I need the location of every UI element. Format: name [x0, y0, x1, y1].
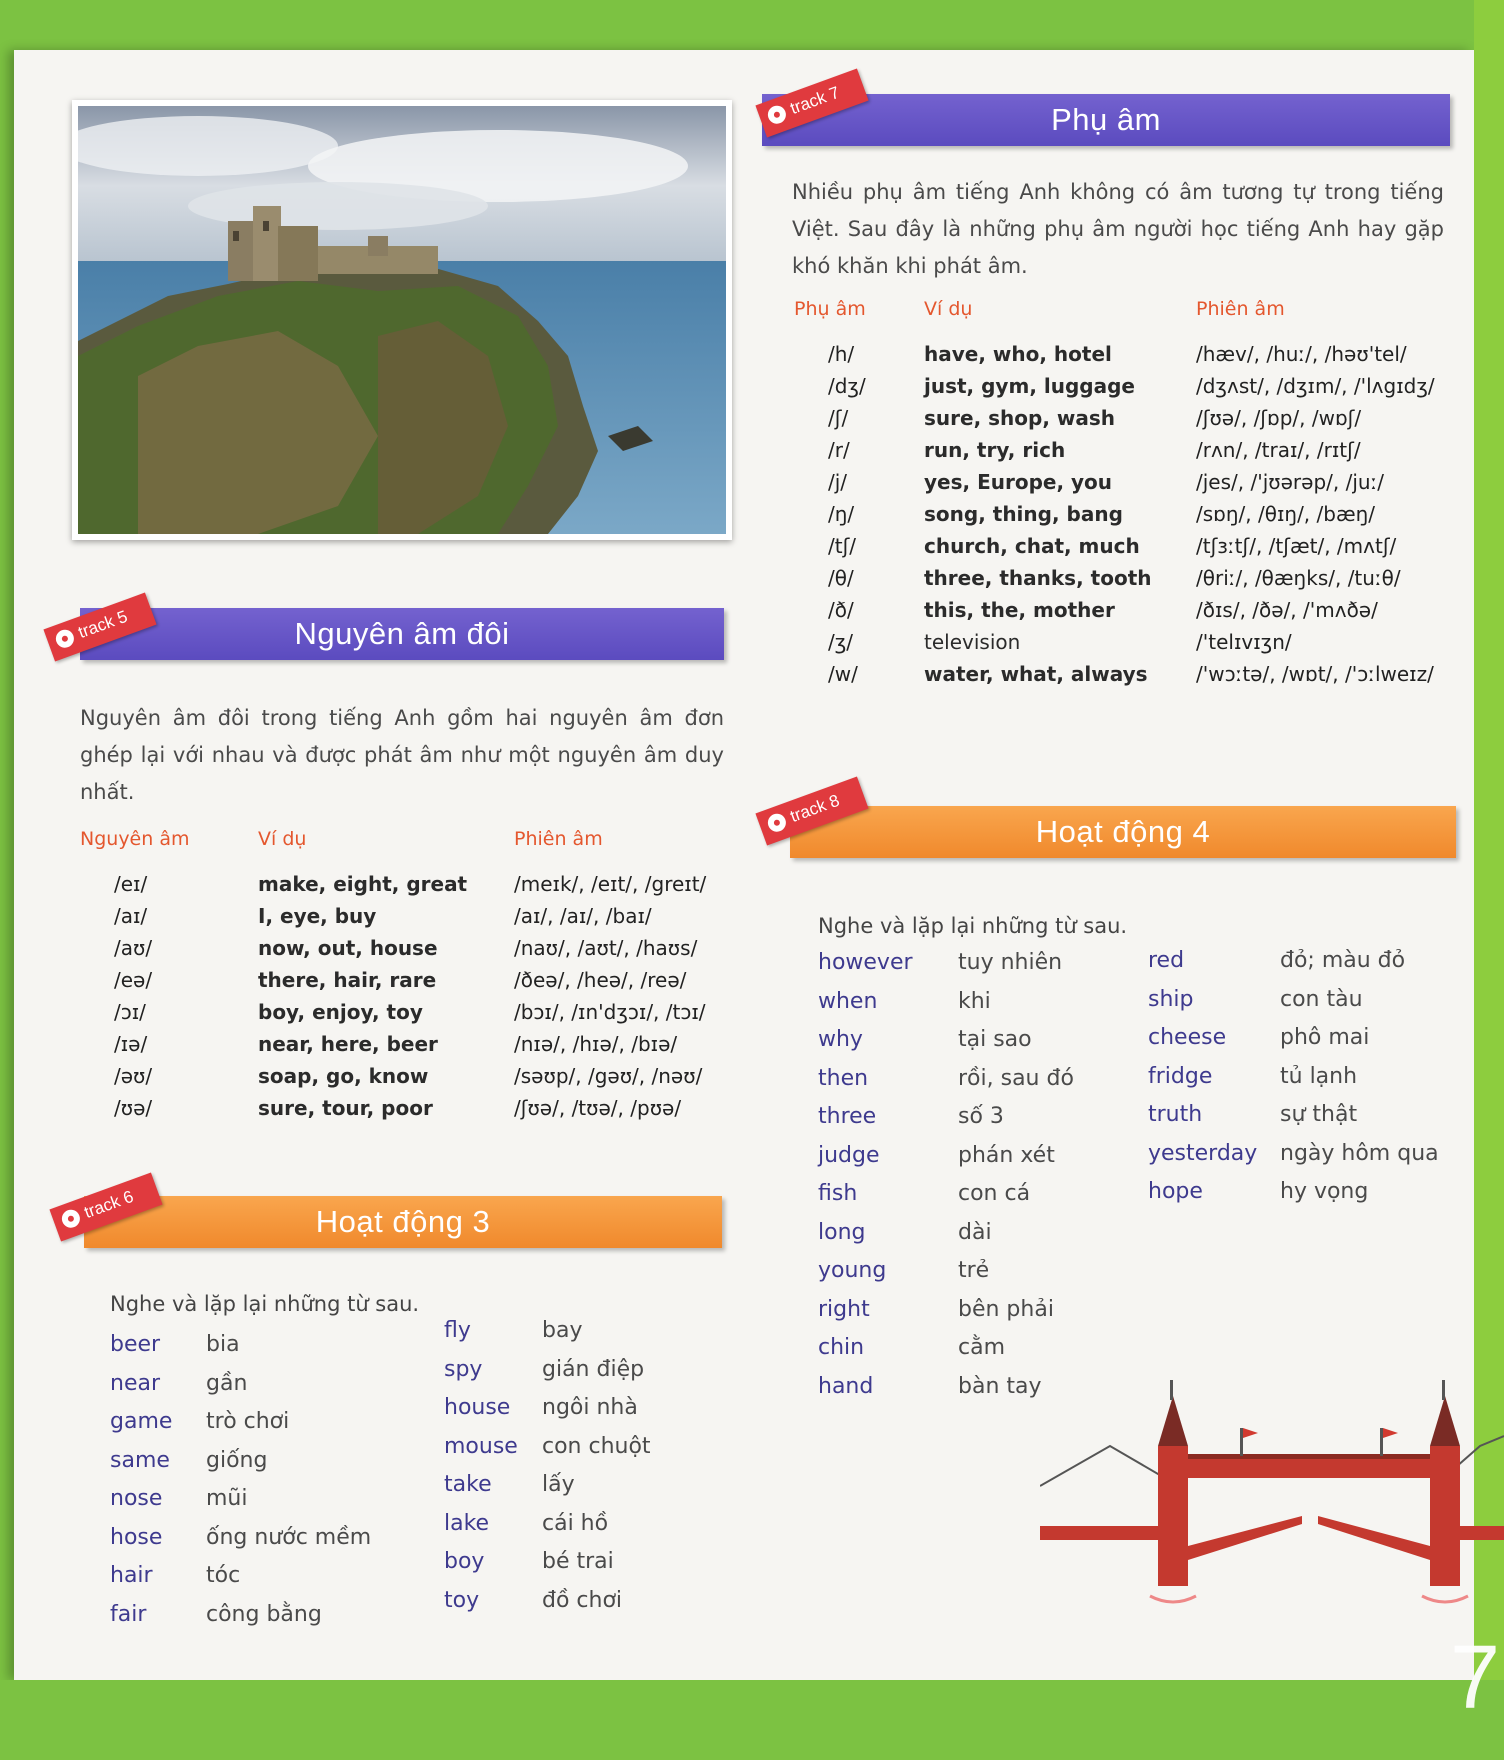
example-words: near, here, beer: [258, 1032, 438, 1056]
track-8-badge[interactable]: track 8: [755, 777, 868, 846]
english-word: beer: [110, 1332, 161, 1357]
vocab-item: [110, 1448, 371, 1487]
diphthong-row: [80, 932, 734, 964]
audio-disc-icon: [765, 103, 788, 126]
vocab-item: [110, 1332, 371, 1371]
track-6-badge[interactable]: track 6: [49, 1173, 162, 1242]
activity-3-list-right: [444, 1318, 651, 1626]
consonant-row: [794, 338, 1456, 370]
phoneme-symbol: /w/: [828, 662, 858, 686]
diphthongs-header-row: [80, 828, 734, 868]
vietnamese-meaning: đỏ; màu đỏ: [1280, 948, 1406, 973]
vocab-item: [818, 1335, 1074, 1374]
vocab-item: [818, 1220, 1074, 1259]
vocab-item: [1148, 948, 1439, 987]
vietnamese-meaning: gần: [206, 1370, 248, 1396]
english-word: chin: [818, 1335, 865, 1360]
ipa-transcription: /'wɔːtə/, /wɒt/, /'ɔːlweɪz/: [1196, 662, 1434, 686]
phoneme-symbol: /dʒ/: [828, 374, 866, 398]
consonants-table: [794, 298, 1456, 690]
vietnamese-meaning: mũi: [206, 1486, 248, 1511]
english-word: cheese: [1148, 1025, 1227, 1050]
diphthongs-title: Nguyên âm đôi: [294, 616, 510, 651]
vietnamese-meaning: bé trai: [542, 1549, 614, 1574]
example-words: I, eye, buy: [258, 904, 377, 928]
english-word: yesterday: [1148, 1140, 1258, 1166]
vietnamese-meaning: trò chơi: [206, 1409, 290, 1434]
phoneme-symbol: /j/: [828, 470, 848, 494]
english-word: young: [818, 1258, 887, 1283]
ipa-transcription: /jes/, /'jʊərəp/, /juː/: [1196, 470, 1385, 494]
activity-3-title: Hoạt động 3: [315, 1204, 491, 1239]
phoneme-symbol: /eɪ/: [114, 872, 148, 896]
consonant-row: [794, 466, 1456, 498]
example-words: run, try, rich: [924, 438, 1066, 462]
english-word: nose: [110, 1486, 163, 1511]
diphthong-row: [80, 868, 734, 900]
english-word: boy: [444, 1549, 485, 1574]
ipa-transcription: /ðeə/, /heə/, /reə/: [514, 968, 687, 992]
activity-4-banner: [790, 806, 1456, 858]
example-words: make, eight, great: [258, 872, 468, 896]
consonants-paragraph: Nhiều phụ âm tiếng Anh không có âm tương tự trong tiếng Việt. Sau đây là những phụ âm người học tiếng Anh hay gặp khó khăn khi phát âm.: [792, 180, 1444, 278]
english-word: fish: [818, 1181, 858, 1206]
track-5-badge[interactable]: track 5: [43, 593, 156, 662]
example-words: boy, enjoy, toy: [258, 1000, 423, 1024]
english-word: right: [818, 1296, 870, 1322]
english-word: fly: [444, 1318, 471, 1343]
phoneme-symbol: /ɪə/: [114, 1032, 148, 1056]
header-ipa: Phiên âm: [1196, 298, 1285, 320]
english-word: fair: [110, 1601, 147, 1627]
vocab-item: [110, 1563, 371, 1602]
example-words: three, thanks, tooth: [924, 566, 1152, 590]
phoneme-symbol: /ʒ/: [828, 630, 854, 654]
header-example: Ví dụ: [258, 828, 307, 850]
ipa-transcription: /ʃʊə/, /ʃɒp/, /wɒʃ/: [1196, 406, 1362, 430]
vietnamese-meaning: cái hồ: [542, 1510, 609, 1536]
ipa-transcription: /ʃʊə/, /tʊə/, /pʊə/: [514, 1096, 682, 1120]
consonant-row: [794, 434, 1456, 466]
vocab-item: [818, 1027, 1074, 1066]
english-word: hope: [1148, 1179, 1203, 1204]
vietnamese-meaning: lấy: [542, 1472, 575, 1497]
vocab-item: [818, 1066, 1074, 1105]
consonant-row: [794, 370, 1456, 402]
vocab-item: [818, 1297, 1074, 1336]
vocab-item: [1148, 1179, 1439, 1218]
phoneme-symbol: /aʊ/: [114, 936, 153, 960]
vietnamese-meaning: ngôi nhà: [542, 1395, 638, 1420]
activity-3-banner: [84, 1196, 722, 1248]
english-word: judge: [818, 1142, 880, 1168]
vocab-item: [444, 1588, 651, 1627]
audio-disc-icon: [59, 1207, 82, 1230]
phoneme-symbol: /eə/: [114, 968, 153, 992]
english-word: take: [444, 1472, 492, 1497]
page-number: 7: [1449, 1628, 1500, 1728]
ipa-transcription: /dʒʌst/, /dʒɪm/, /'lʌgɪdʒ/: [1196, 374, 1435, 398]
activity-3-list-left: [110, 1332, 371, 1640]
vocab-item: [444, 1472, 651, 1511]
phoneme-symbol: /θ/: [828, 566, 854, 590]
vocab-item: [110, 1602, 371, 1641]
audio-disc-icon: [765, 811, 788, 834]
vocab-item: [818, 1374, 1074, 1413]
ipa-transcription: /ðɪs/, /ðə/, /'mʌðə/: [1196, 598, 1378, 622]
phoneme-symbol: /ʊə/: [114, 1096, 153, 1120]
phoneme-symbol: /əʊ/: [114, 1064, 153, 1088]
phoneme-symbol: /r/: [828, 438, 850, 462]
vocab-item: [444, 1318, 651, 1357]
vietnamese-meaning: phô mai: [1280, 1025, 1370, 1050]
vocab-item: [444, 1434, 651, 1473]
english-word: game: [110, 1409, 173, 1434]
english-word: ship: [1148, 986, 1194, 1012]
consonants-header-row: [794, 298, 1456, 338]
diphthong-row: [80, 1060, 734, 1092]
english-word: long: [818, 1219, 866, 1245]
consonant-row: [794, 594, 1456, 626]
vietnamese-meaning: cằm: [958, 1335, 1006, 1360]
ipa-transcription: /sɒŋ/, /θɪŋ/, /bæŋ/: [1196, 502, 1376, 526]
vietnamese-meaning: rồi, sau đó: [958, 1065, 1074, 1091]
english-word: three: [818, 1104, 877, 1129]
ipa-transcription: /səʊp/, /gəʊ/, /nəʊ/: [514, 1064, 703, 1088]
diphthong-row: [80, 1092, 734, 1124]
audio-disc-icon: [53, 627, 76, 650]
activity-4-list-right: [1148, 948, 1439, 1218]
english-word: lake: [444, 1510, 490, 1536]
header-ipa: Phiên âm: [514, 828, 603, 850]
consonant-row: [794, 530, 1456, 562]
english-word: when: [818, 988, 878, 1014]
consonant-row: [794, 498, 1456, 530]
english-word: mouse: [444, 1433, 518, 1459]
vocab-item: [1148, 1141, 1439, 1180]
header-consonant: Phụ âm: [794, 298, 866, 320]
vietnamese-meaning: khi: [958, 988, 991, 1014]
vocab-item: [110, 1486, 371, 1525]
english-word: hose: [110, 1524, 163, 1550]
header-example: Ví dụ: [924, 298, 973, 320]
vietnamese-meaning: đồ chơi: [542, 1587, 623, 1613]
vocab-item: [818, 1258, 1074, 1297]
phoneme-symbol: /h/: [828, 342, 855, 366]
phoneme-symbol: /tʃ/: [828, 534, 857, 558]
vietnamese-meaning: bay: [542, 1318, 583, 1343]
ipa-transcription: /hæv/, /huː/, /həʊ'tel/: [1196, 342, 1407, 366]
consonants-title: Phụ âm: [1051, 102, 1161, 137]
ipa-transcription: /rʌn/, /traɪ/, /rɪtʃ/: [1196, 438, 1361, 462]
vietnamese-meaning: bia: [206, 1332, 240, 1357]
vietnamese-meaning: tủ lạnh: [1280, 1063, 1358, 1089]
activity-4-intro: Nghe và lặp lại những từ sau.: [818, 914, 1128, 938]
example-words: just, gym, luggage: [924, 374, 1135, 398]
activity-3-intro: Nghe và lặp lại những từ sau.: [110, 1292, 420, 1316]
english-word: fridge: [1148, 1063, 1213, 1089]
english-word: house: [444, 1395, 511, 1420]
vietnamese-meaning: con tàu: [1280, 986, 1363, 1012]
tower-bridge-illustration: [1040, 1376, 1504, 1636]
vocab-item: [818, 1104, 1074, 1143]
vietnamese-meaning: ngày hôm qua: [1280, 1140, 1439, 1166]
vocab-item: [1148, 1025, 1439, 1064]
english-word: truth: [1148, 1102, 1203, 1127]
diphthongs-banner: [80, 608, 724, 660]
english-word: hand: [818, 1373, 874, 1399]
vietnamese-meaning: phán xét: [958, 1142, 1055, 1168]
example-words: this, the, mother: [924, 598, 1115, 622]
consonant-row: [794, 658, 1456, 690]
vietnamese-meaning: con chuột: [542, 1433, 651, 1459]
english-word: red: [1148, 948, 1185, 973]
vietnamese-meaning: số 3: [958, 1104, 1004, 1129]
vocab-item: [1148, 1064, 1439, 1103]
vocab-item: [818, 1181, 1074, 1220]
vocab-item: [818, 950, 1074, 989]
phoneme-symbol: /ð/: [828, 598, 854, 622]
phoneme-symbol: /aɪ/: [114, 904, 148, 928]
english-word: toy: [444, 1587, 480, 1613]
example-words: television: [924, 630, 1021, 654]
vocab-item: [1148, 1102, 1439, 1141]
ipa-transcription: /'telɪvɪʒn/: [1196, 630, 1292, 654]
vietnamese-meaning: công bằng: [206, 1601, 322, 1627]
vietnamese-meaning: bàn tay: [958, 1373, 1042, 1399]
english-word: however: [818, 950, 913, 975]
header-vowel: Nguyên âm: [80, 828, 190, 850]
consonants-banner: [762, 94, 1450, 146]
ipa-transcription: /aɪ/, /aɪ/, /baɪ/: [514, 904, 652, 928]
diphthong-row: [80, 996, 734, 1028]
vietnamese-meaning: tại sao: [958, 1027, 1032, 1052]
vietnamese-meaning: ống nước mềm: [206, 1524, 372, 1550]
vietnamese-meaning: gián điệp: [542, 1356, 645, 1382]
consonant-row: [794, 562, 1456, 594]
vocab-item: [110, 1409, 371, 1448]
example-words: sure, tour, poor: [258, 1096, 433, 1120]
vietnamese-meaning: trẻ: [958, 1258, 990, 1283]
activity-4-title: Hoạt động 4: [1035, 814, 1211, 849]
track-7-badge[interactable]: track 7: [755, 69, 868, 138]
example-words: song, thing, bang: [924, 502, 1123, 526]
english-word: why: [818, 1027, 863, 1052]
ipa-transcription: /θriː/, /θæŋks/, /tuːθ/: [1196, 566, 1401, 590]
vocab-item: [818, 989, 1074, 1028]
vocab-item: [444, 1511, 651, 1550]
consonant-row: [794, 402, 1456, 434]
diphthong-row: [80, 1028, 734, 1060]
consonant-row: [794, 626, 1456, 658]
example-words: there, hair, rare: [258, 968, 437, 992]
vietnamese-meaning: tóc: [206, 1563, 241, 1588]
english-word: hair: [110, 1563, 153, 1588]
vietnamese-meaning: giống: [206, 1447, 268, 1473]
ipa-transcription: /naʊ/, /aʊt/, /haʊs/: [514, 936, 698, 960]
vietnamese-meaning: hy vọng: [1280, 1179, 1369, 1204]
vocab-item: [444, 1395, 651, 1434]
vocab-item: [1148, 987, 1439, 1026]
example-words: soap, go, know: [258, 1064, 429, 1088]
ipa-transcription: /tʃɜːtʃ/, /tʃæt/, /mʌtʃ/: [1196, 534, 1397, 558]
english-word: then: [818, 1065, 869, 1091]
vietnamese-meaning: sự thật: [1280, 1102, 1358, 1127]
diphthongs-paragraph: Nguyên âm đôi trong tiếng Anh gồm hai nguyên âm đơn ghép lại với nhau và được phát âm như một nguyên âm duy nhất.: [80, 706, 724, 804]
example-words: yes, Europe, you: [924, 470, 1113, 494]
ipa-transcription: /meɪk/, /eɪt/, /greɪt/: [514, 872, 707, 896]
example-words: church, chat, much: [924, 534, 1140, 558]
vocab-item: [818, 1143, 1074, 1182]
english-word: same: [110, 1447, 170, 1473]
phoneme-symbol: /ʃ/: [828, 406, 849, 430]
ipa-transcription: /bɔɪ/, /ɪn'dʒɔɪ/, /tɔɪ/: [514, 1000, 706, 1024]
example-words: water, what, always: [924, 662, 1148, 686]
english-word: spy: [444, 1356, 483, 1382]
green-bottom-border: [0, 1680, 1504, 1760]
castle-photo: [72, 100, 732, 540]
vocab-item: [444, 1549, 651, 1588]
diphthong-row: [80, 900, 734, 932]
vietnamese-meaning: dài: [958, 1219, 992, 1245]
vocab-item: [110, 1525, 371, 1564]
activity-4-list-left: [818, 950, 1074, 1412]
ipa-transcription: /nɪə/, /hɪə/, /bɪə/: [514, 1032, 678, 1056]
phoneme-symbol: /ŋ/: [828, 502, 855, 526]
diphthongs-table: [80, 828, 734, 1124]
vietnamese-meaning: bên phải: [958, 1296, 1054, 1322]
diphthong-row: [80, 964, 734, 996]
phoneme-symbol: /ɔɪ/: [114, 1000, 146, 1024]
vocab-item: [444, 1357, 651, 1396]
vietnamese-meaning: con cá: [958, 1181, 1031, 1206]
vietnamese-meaning: tuy nhiên: [958, 950, 1063, 975]
example-words: sure, shop, wash: [924, 406, 1116, 430]
english-word: near: [110, 1370, 161, 1396]
vocab-item: [110, 1371, 371, 1410]
example-words: have, who, hotel: [924, 342, 1112, 366]
example-words: now, out, house: [258, 936, 438, 960]
